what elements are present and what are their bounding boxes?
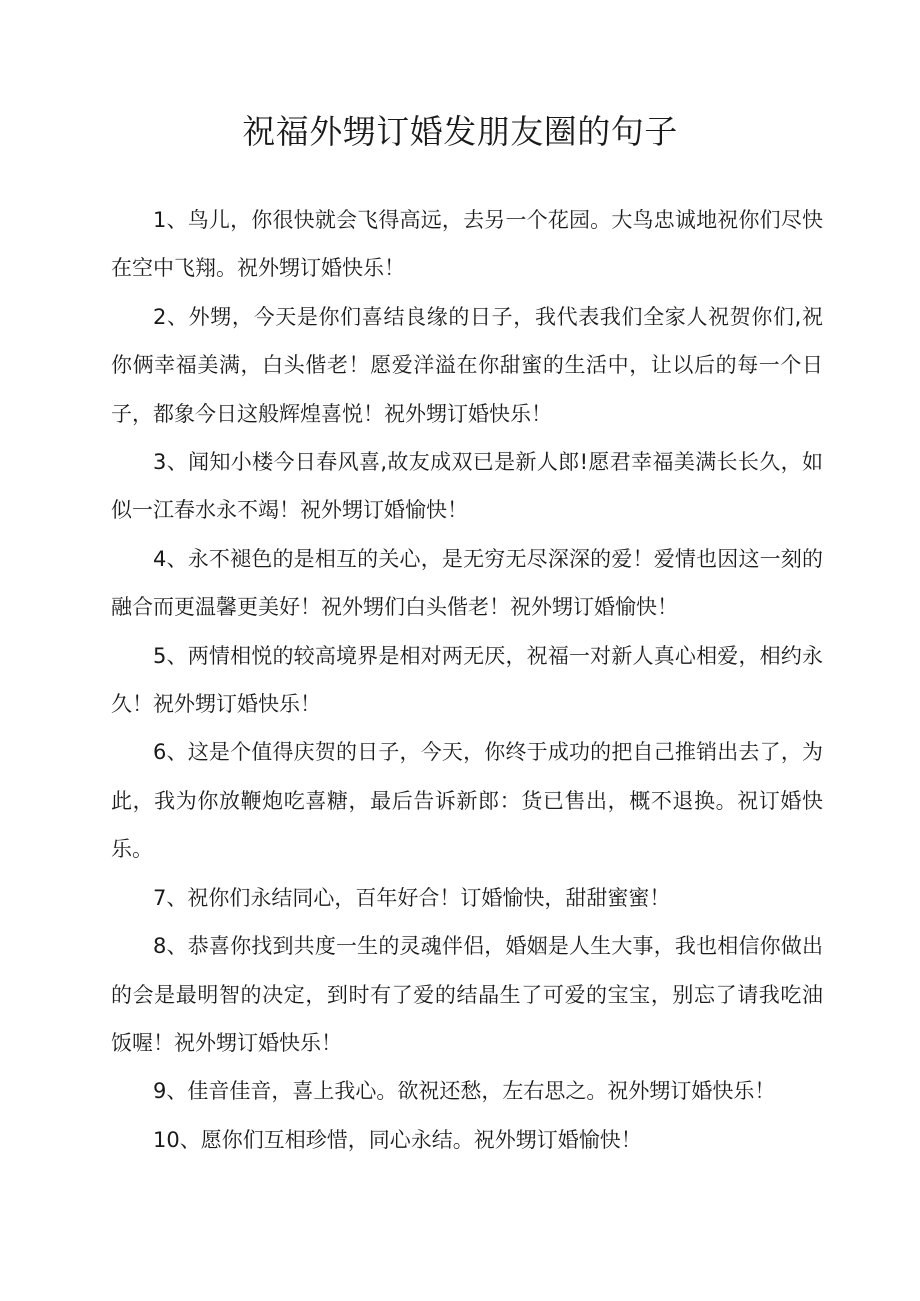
paragraph-10: 10、愿你们互相珍惜，同心永结。祝外甥订婚愉快！ xyxy=(153,1127,642,1152)
page-title: 祝福外甥订婚发朋友圈的句子 xyxy=(242,112,678,151)
paragraph-3: 3、闻知小楼今日春风喜,故友成双已是新人郎!愿君幸福美满长长久，如似一江春水永不竭！祝外甥订婚愉快！ xyxy=(111,450,823,523)
paragraph-9: 9、佳音佳音，喜上我心。欲祝还愁，左右思之。祝外甥订婚快乐！ xyxy=(153,1079,776,1104)
document-body xyxy=(111,196,823,1164)
paragraph-8: 8、恭喜你找到共度一生的灵魂伴侣，婚姻是人生大事，我也相信你做出的会是最明智的决定，到时有了爱的结晶生了可爱的宝宝，别忘了请我吃油饭喔！祝外甥订婚快乐！ xyxy=(111,934,823,1055)
paragraph-2: 2、外甥，今天是你们喜结良缘的日子，我代表我们全家人祝贺你们,祝你俩幸福美满，白头偕老！愿爱洋溢在你甜蜜的生活中，让以后的每一个日子，都象今日这般辉煌喜悦！祝外甥订婚快乐！ xyxy=(111,304,823,426)
paragraph-6: 6、这是个值得庆贺的日子，今天，你终于成功的把自己推销出去了，为此，我为你放鞭炮吃喜糖，最后告诉新郎：货已售出，概不退换。祝订婚快乐。 xyxy=(111,740,823,862)
paragraph-1: 1、鸟儿，你很快就会飞得高远，去另一个花园。大鸟忠诚地祝你们尽快在空中飞翔。祝外甥订婚快乐！ xyxy=(111,208,823,281)
paragraph-7: 7、祝你们永结同心，百年好合！订婚愉快，甜甜蜜蜜！ xyxy=(153,885,671,910)
paragraph-4: 4、永不褪色的是相互的关心，是无穷无尽深深的爱！爱情也因这一刻的融合而更温馨更美好！祝外甥们白头偕老！祝外甥订婚愉快！ xyxy=(111,546,823,620)
paragraph-5: 5、两情相悦的较高境界是相对两无厌，祝福一对新人真心相爱，相约永久！祝外甥订婚快乐！ xyxy=(111,643,823,717)
